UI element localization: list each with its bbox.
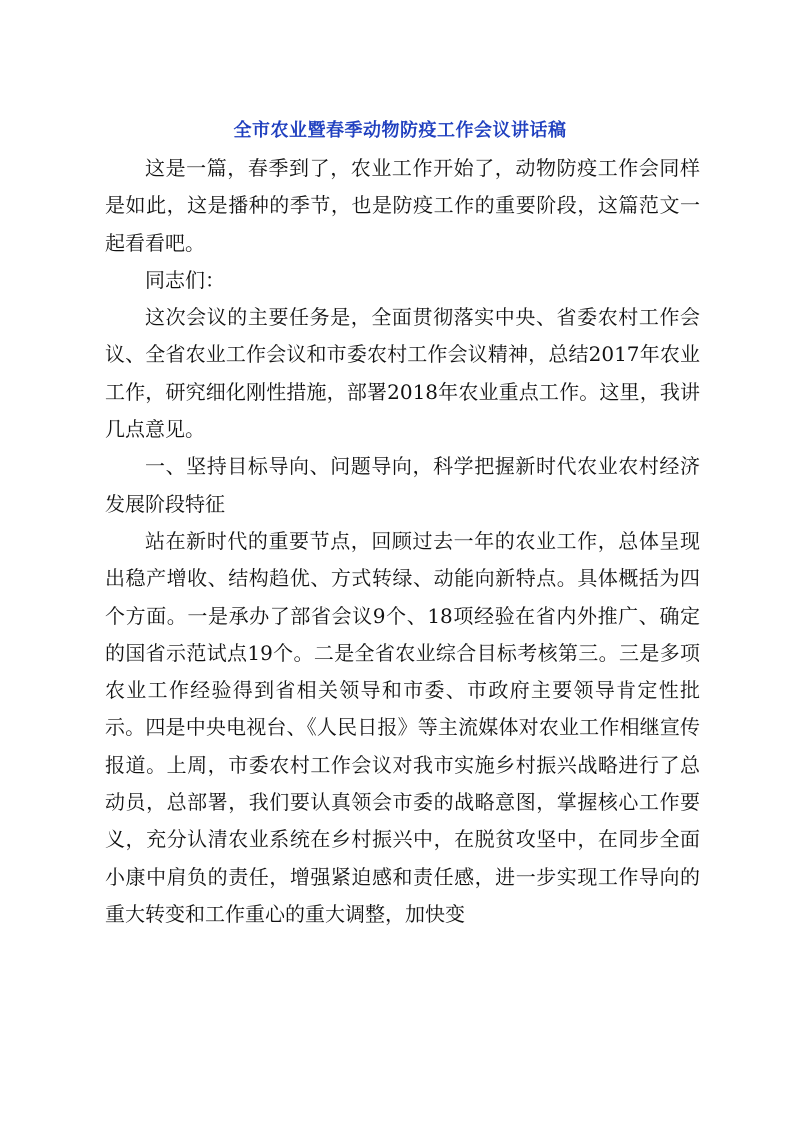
intro-paragraph: 这是一篇，春季到了，农业工作开始了，动物防疫工作会同样是如此，这是播种的季节，也是防疫工作的重要阶段，这篇范文一起看看吧。	[105, 156, 700, 255]
salutation-paragraph: 同志们：	[145, 267, 225, 292]
review-paragraph: 站在新时代的重要节点，回顾过去一年的农业工作，总体呈现出稳产增收、结构趋优、方式转绿、动能向新特点。具体概括为四个方面。一是承办了部省会议9个、18项经验在省内外推广、确定的国省示范试点19个。二是全省农业综合目标考核第三。三是多项农业工作经验得到省相关领导和市委、市政府主要领导肯定性批示。四是中央电视台、《人民日报》等主流媒体对农业工作相继宣传报道。上周，市委农村工作会议对我市实施乡村振兴战略进行了总动员，总部署，我们要认真领会市委的战略意图，掌握核心工作要义，充分认清农业系统在乡村振兴中，在脱贫攻坚中，在同步全面小康中肩负的责任，增强紧迫感和责任感，进一步实现工作导向的重大转变和工作重心的重大调整，加快变	[105, 528, 700, 926]
meeting-task-paragraph: 这次会议的主要任务是，全面贯彻落实中央、省委农村工作会议、全省农业工作会议和市委农村工作会议精神，总结2017年农业工作，研究细化刚性措施，部署2018年农业重点工作。这里，我讲几点意见。	[105, 305, 700, 442]
section-heading: 一、坚持目标导向、问题导向，科学把握新时代农业农村经济发展阶段特征	[105, 454, 700, 516]
document-title: 全市农业暨春季动物防疫工作会议讲话稿	[233, 120, 567, 141]
document-body	[105, 150, 700, 933]
